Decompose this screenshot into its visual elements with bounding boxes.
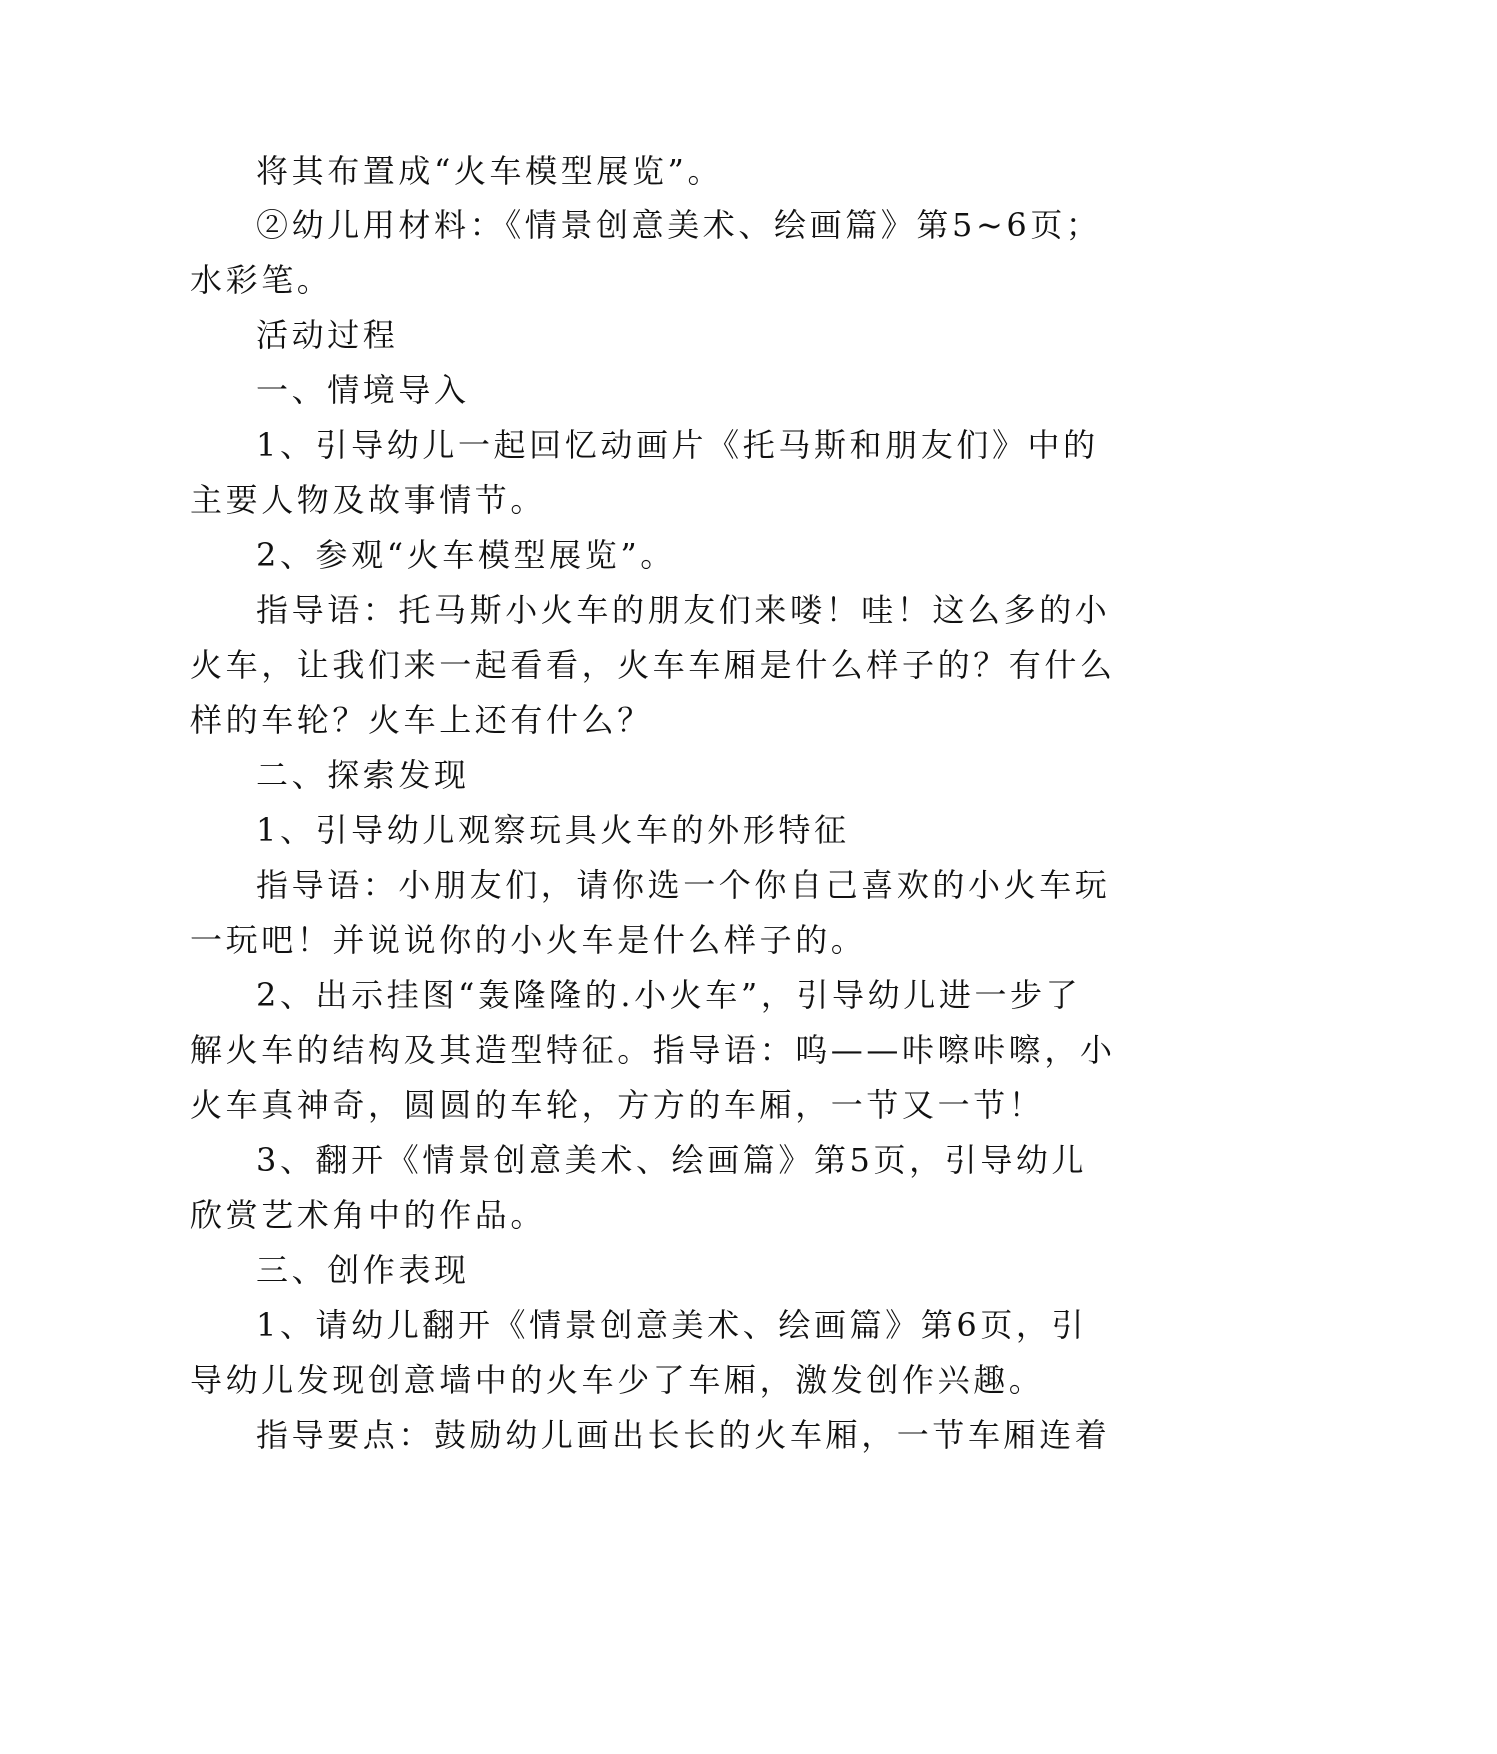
paragraph-line-3: 水彩笔。: [190, 261, 333, 299]
paragraph-line-7: 指导语：托马斯小火车的朋友们来喽！哇！这么多的小: [256, 591, 1111, 629]
paragraph-line-11: 指导语：小朋友们，请你选一个你自己喜欢的小火车玩: [256, 866, 1111, 904]
paragraph-line-8: 火车，让我们来一起看看，火车车厢是什么样子的？有什么: [190, 646, 1116, 684]
paragraph-line-18: 1、请幼儿翻开《情景创意美术、绘画篇》第6页，引: [256, 1306, 1088, 1344]
paragraph-line-1: 将其布置成“火车模型展览”。: [256, 152, 724, 190]
paragraph-line-9: 样的车轮？火车上还有什么？: [190, 701, 653, 739]
paragraph-line-6: 2、参观“火车模型展览”。: [256, 536, 676, 574]
paragraph-line-4: 1、引导幼儿一起回忆动画片《托马斯和朋友们》中的: [256, 426, 1099, 464]
paragraph-line-12: 一玩吧！并说说你的小火车是什么样子的。: [190, 921, 867, 959]
paragraph-line-16: 3、翻开《情景创意美术、绘画篇》第5页，引导幼儿: [256, 1141, 1088, 1179]
section-heading-2: 二、探索发现: [256, 756, 470, 794]
paragraph-line-2: ②幼儿用材料：《情景创意美术、绘画篇》第5~6页；: [256, 206, 1102, 244]
paragraph-line-14: 解火车的结构及其造型特征。指导语：呜——咔嚓咔嚓，小: [190, 1031, 1116, 1069]
section-heading-1: 一、情境导入: [256, 371, 470, 409]
paragraph-line-13: 2、出示挂图“轰隆隆的.小火车”，引导幼儿进一步了: [256, 976, 1082, 1014]
paragraph-line-5: 主要人物及故事情节。: [190, 481, 547, 519]
paragraph-line-10: 1、引导幼儿观察玩具火车的外形特征: [256, 811, 850, 849]
paragraph-line-15: 火车真神奇，圆圆的车轮，方方的车厢，一节又一节！: [190, 1086, 1045, 1124]
paragraph-line-17: 欣赏艺术角中的作品。: [190, 1196, 547, 1234]
paragraph-line-20: 指导要点：鼓励幼儿画出长长的火车厢，一节车厢连着: [256, 1416, 1111, 1454]
section-heading-activity-process: 活动过程: [256, 316, 399, 354]
paragraph-line-19: 导幼儿发现创意墙中的火车少了车厢，激发创作兴趣。: [190, 1361, 1045, 1399]
section-heading-3: 三、创作表现: [256, 1251, 470, 1289]
